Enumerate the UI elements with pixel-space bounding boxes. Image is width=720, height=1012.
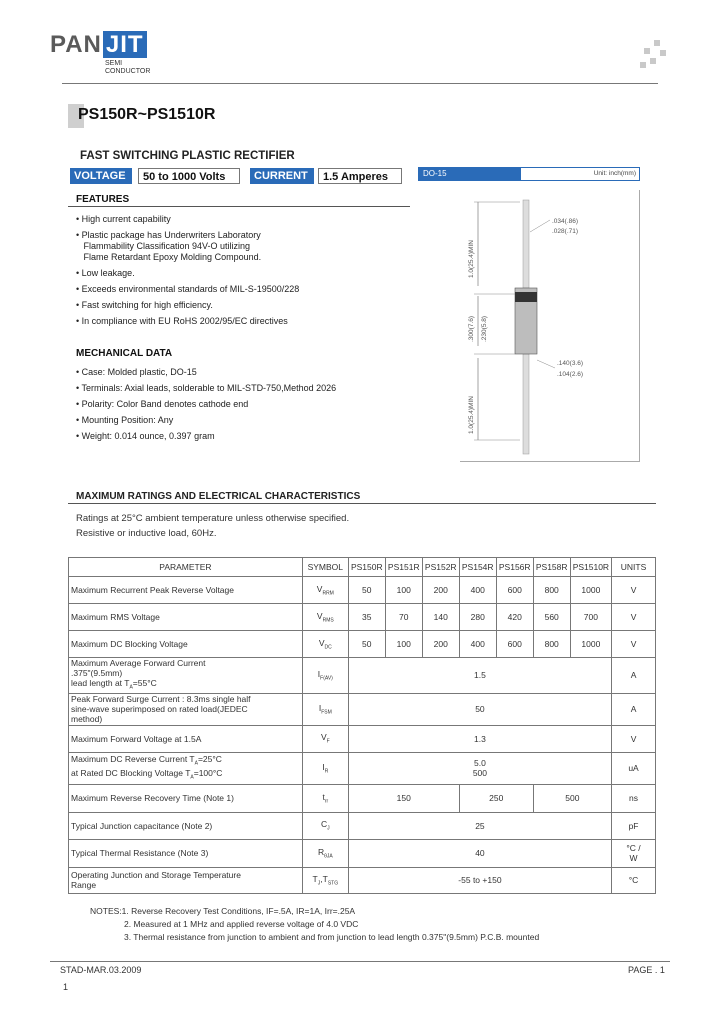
value-cell: 150 <box>348 784 459 812</box>
table-row <box>69 752 656 784</box>
param-cell: Maximum Reverse Recovery Time (Note 1) <box>69 784 303 812</box>
list-item: Flame Retardant Epoxy Molding Compound. <box>76 252 262 262</box>
features-heading: FEATURES <box>76 194 130 205</box>
table-header-cell: PS158R <box>533 558 570 577</box>
symbol-cell: $C_J$ <box>302 812 348 839</box>
value-cell: 600 <box>496 577 533 604</box>
current-label: CURRENT <box>250 168 314 184</box>
value-cell: 35 <box>348 604 385 631</box>
symbol-cell: $T_J,T_{STG}$ <box>302 867 348 893</box>
value-cell: 5.0 500 <box>348 752 611 784</box>
note-2: 2. Measured at 1 MHz and applied reverse voltage of 4.0 VDC <box>124 919 359 929</box>
value-cell: 200 <box>422 577 459 604</box>
value-cell: 1000 <box>570 631 611 658</box>
unit-cell: uA <box>612 752 656 784</box>
features-list <box>76 214 299 327</box>
symbol-cell: $R_{\theta JA}$ <box>302 839 348 867</box>
unit-cell: V <box>612 631 656 658</box>
value-cell: 400 <box>459 577 496 604</box>
voltage-value: 50 to 1000 Volts <box>138 168 240 184</box>
param-cell: Maximum DC Blocking Voltage <box>69 631 303 658</box>
value-cell: -55 to +150 <box>348 867 611 893</box>
decor-square <box>644 48 650 54</box>
value-cell: 1.3 <box>348 725 611 752</box>
value-cell: 1.5 <box>348 658 611 694</box>
dim-body-dia2: .104(2.6) <box>557 371 584 378</box>
value-cell: 600 <box>496 631 533 658</box>
unit-cell: °C / W <box>612 839 656 867</box>
package-name: DO-15 <box>418 167 520 181</box>
symbol-cell: $t_{rr}$ <box>302 784 348 812</box>
param-cell: Maximum Forward Voltage at 1.5A <box>69 725 303 752</box>
value-cell: 400 <box>459 631 496 658</box>
table-header-cell: PS1510R <box>570 558 611 577</box>
dim-body-dia: .140(3.6) <box>557 360 584 367</box>
list-item: • Weight: 0.014 ounce, 0.397 gram <box>76 431 215 441</box>
part-number: PS150R~PS1510R <box>78 106 216 123</box>
decor-square <box>660 50 666 56</box>
logo-tagline-1: SEMI <box>105 60 123 67</box>
symbol-cell: $I_{F(AV)}$ <box>302 658 348 694</box>
value-cell: 70 <box>385 604 422 631</box>
table-row <box>69 658 656 694</box>
value-cell: 140 <box>422 604 459 631</box>
table-row <box>69 839 656 867</box>
footer-page: PAGE . 1 <box>628 965 665 975</box>
param-cell: Peak Forward Surge Current : 8.3ms single half sine-wave superimposed on rated load(JEDEC method) <box>69 693 303 725</box>
dim-body-len: .300(7.6) <box>468 315 475 342</box>
value-cell: 420 <box>496 604 533 631</box>
value-cell: 50 <box>348 577 385 604</box>
page-subtitle: FAST SWITCHING PLASTIC RECTIFIER <box>80 150 295 162</box>
value-cell: 100 <box>385 631 422 658</box>
list-item: • In compliance with EU RoHS 2002/95/EC directives <box>76 316 288 326</box>
value-cell: 280 <box>459 604 496 631</box>
symbol-cell: $V_{DC}$ <box>302 631 348 658</box>
unit-cell: V <box>612 604 656 631</box>
table-header-cell: PS154R <box>459 558 496 577</box>
list-item: • Exceeds environmental standards of MIL-S-19500/228 <box>76 284 300 294</box>
symbol-cell: $V_{RRM}$ <box>302 577 348 604</box>
param-cell: Maximum Average Forward Current .375"(9.5mm) lead length at $T_A=55^\circ C$ <box>69 658 303 694</box>
table-row <box>69 604 656 631</box>
dim-body-len2: .230(5.8) <box>481 315 488 342</box>
features-divider <box>68 206 410 207</box>
table-row <box>69 784 656 812</box>
note-3: 3. Thermal resistance from junction to ambient and from junction to lead length 0.375"(9.5mm) P.C.B. mounted <box>124 932 540 942</box>
symbol-cell: $V_{RMS}$ <box>302 604 348 631</box>
decor-square <box>640 62 646 68</box>
dim-lead-len-bottom: 1.0(25.4)MIN <box>468 396 475 434</box>
value-cell: 800 <box>533 577 570 604</box>
header-divider <box>62 83 658 84</box>
unit-cell: pF <box>612 812 656 839</box>
unit-cell: V <box>612 577 656 604</box>
unit-cell: V <box>612 725 656 752</box>
table-row <box>69 867 656 893</box>
table-header-cell: PS151R <box>385 558 422 577</box>
table-header-cell: PS150R <box>348 558 385 577</box>
list-item: • Mounting Position: Any <box>76 415 174 425</box>
list-item: • Fast switching for high efficiency. <box>76 300 213 310</box>
symbol-cell: $I_{FSM}$ <box>302 693 348 725</box>
company-logo <box>50 31 147 59</box>
logo-tagline <box>105 60 150 76</box>
value-cell: 40 <box>348 839 611 867</box>
dim-lead-dia2: .028(.71) <box>552 228 579 235</box>
spec-table <box>68 557 656 894</box>
param-cell: Operating Junction and Storage Temperature Range <box>69 867 303 893</box>
param-cell: Maximum DC Reverse Current $T_A=25^\circ C$ at Rated DC Blocking Voltage $T_A=100^\circ C$ <box>69 752 303 784</box>
value-cell: 500 <box>533 784 611 812</box>
mechanical-heading: MECHANICAL DATA <box>76 348 173 359</box>
value-cell: 250 <box>459 784 533 812</box>
cathode-band <box>515 292 537 302</box>
param-cell: Typical Junction capacitance (Note 2) <box>69 812 303 839</box>
value-cell: 800 <box>533 631 570 658</box>
table-header-cell: PS152R <box>422 558 459 577</box>
footer-divider <box>50 961 670 962</box>
param-cell: Maximum Recurrent Peak Reverse Voltage <box>69 577 303 604</box>
note-1: NOTES:1. Reverse Recovery Test Conditions, IF=.5A, IR=1A, Irr=.25A <box>90 906 356 916</box>
table-header-cell: UNITS <box>612 558 656 577</box>
dim-lead-dia: .034(.86) <box>552 218 579 225</box>
voltage-label: VOLTAGE <box>70 168 132 184</box>
list-item: Flammability Classification 94V-O utilizing <box>76 241 251 251</box>
list-item: • Plastic package has Underwriters Laboratory <box>76 230 261 240</box>
table-header-cell: PS156R <box>496 558 533 577</box>
table-row <box>69 812 656 839</box>
current-value: 1.5 Amperes <box>318 168 402 184</box>
symbol-cell: $V_F$ <box>302 725 348 752</box>
list-item: • Polarity: Color Band denotes cathode end <box>76 399 249 409</box>
ratings-note-2: Resistive or inductive load, 60Hz. <box>76 528 217 539</box>
value-cell: 50 <box>348 693 611 725</box>
unit-cell: °C <box>612 867 656 893</box>
max-ratings-divider <box>68 503 656 504</box>
footer-date: STAD-MAR.03.2009 <box>60 965 142 975</box>
footer-number: 1 <box>63 982 69 992</box>
decor-square <box>650 58 656 64</box>
lead-bottom <box>523 354 529 454</box>
table-header-cell: SYMBOL <box>302 558 348 577</box>
value-cell: 560 <box>533 604 570 631</box>
table-row <box>69 725 656 752</box>
table-header-cell: PARAMETER <box>69 558 303 577</box>
ratings-note-1: Ratings at 25°C ambient temperature unless otherwise specified. <box>76 513 350 524</box>
list-item: • High current capability <box>76 214 171 224</box>
table-row <box>69 577 656 604</box>
table-row <box>69 631 656 658</box>
value-cell: 1000 <box>570 577 611 604</box>
logo-suffix: JIT <box>103 31 147 58</box>
list-item: • Case: Molded plastic, DO-15 <box>76 367 197 377</box>
value-cell: 100 <box>385 577 422 604</box>
table-header-row <box>69 558 656 577</box>
mechanical-list <box>76 367 336 442</box>
logo-tagline-2: CONDUCTOR <box>105 68 151 75</box>
unit-cell: ns <box>612 784 656 812</box>
logo-prefix: PAN <box>50 31 102 58</box>
unit-cell: A <box>612 693 656 725</box>
param-cell: Typical Thermal Resistance (Note 3) <box>69 839 303 867</box>
package-unit: Unit: inch(mm) <box>520 167 640 181</box>
value-cell: 700 <box>570 604 611 631</box>
symbol-cell: $I_R$ <box>302 752 348 784</box>
value-cell: 25 <box>348 812 611 839</box>
dim-lead-len-top: 1.0(25.4)MIN <box>468 240 475 278</box>
value-cell: 50 <box>348 631 385 658</box>
param-cell: Maximum RMS Voltage <box>69 604 303 631</box>
value-cell: 200 <box>422 631 459 658</box>
lead-top <box>523 200 529 288</box>
list-item: • Terminals: Axial leads, solderable to MIL-STD-750,Method 2026 <box>76 383 337 393</box>
table-row <box>69 693 656 725</box>
list-item: • Low leakage. <box>76 268 135 278</box>
unit-cell: A <box>612 658 656 694</box>
package-drawing <box>460 190 640 462</box>
decor-square <box>654 40 660 46</box>
max-ratings-heading: MAXIMUM RATINGS AND ELECTRICAL CHARACTERISTICS <box>76 491 361 502</box>
